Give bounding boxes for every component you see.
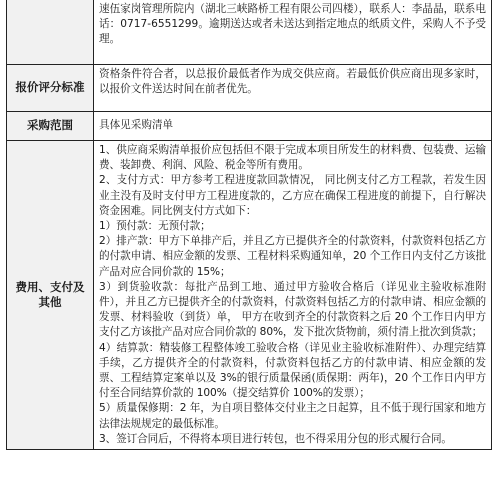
table-row-contact (7, 0, 492, 65)
fees-paragraph: 1、供应商采购清单报价应包括但不限于完成本项目所发生的材料费、包装费、运输费、装卸费、利润、风险、税金等所有费用。 (99, 144, 486, 172)
fees-paragraph: 4）结算款：精装修工程整体竣工验收合格（详见业主验收标准附件）、办理完结算手续，乙方提供齐全的付款资料，付款资料包括乙方的付款申请、相应金额的发票、工程结算定案单以及 3%的银行质量保函(质保期：两年)，20 个工作日内甲方付至合同结算价款的 100%（提交结算价 100%的发票）； (99, 341, 486, 400)
scope-label: 采购范围 (7, 112, 94, 141)
scope-text: 具体见采购清单 (94, 112, 492, 141)
fees-paragraph: 2、支付方式：甲方参考工程进度款回款情况， 同比例支付乙方工程款，若发生因 业主没有及时支付甲方工程进度款的，乙方应在确保工程进度的前提下，自行解决资金困难。同比例支付方式如下： (99, 174, 486, 217)
evaluation-text: 资格条件符合者，以总报价最低者作为成交供应商。若最低价供应商出现多家时，以报价文件送达时间在前者优先。 (94, 65, 492, 112)
fees-paragraph: 5）质量保修期：2 年，为自项目整体交付业主之日起算，且不低于现行国家和地方法律法规规定的最低标准。 (99, 402, 486, 430)
fees-content (94, 141, 492, 450)
fees-paragraph: 3）到货验收款：每批产品到工地、通过甲方验收合格后（详见业主验收标准附件），并且乙方已提供齐全的付款资料，付款资料包括乙方的付款申请、相应金额的发票、材料验收（到货）单， 甲方在收到齐全的付款资料之后 20 个工作日内甲方支付乙方该批产品对应合同价款的 80%，发下批次货物前，须付清上批次到货款； (99, 280, 486, 339)
table-row-evaluation (7, 65, 492, 112)
table-row-scope (7, 112, 492, 141)
table-row-fees (7, 141, 492, 450)
row-label-empty (7, 0, 94, 65)
procurement-table-sheet (6, 0, 492, 503)
contact-info-text: 速伍家岗管理所院内（湖北三峡路桥工程有限公司四楼），联系人：李晶晶，联系电话：0717-6551299。逾期送达或者未送达到指定地点的纸质文件，采购人不予受理。 (94, 0, 492, 65)
fees-paragraph: 1）预付款：无预付款； (99, 220, 211, 233)
evaluation-label: 报价评分标准 (7, 65, 94, 112)
fees-paragraph: 2）排产款：甲方下单排产后，并且乙方已提供齐全的付款资料，付款资料包括乙方的付款申请、相应金额的发票、工程材料采购通知单，20 个工作日内支付乙方该批产品对应合同价款的 15%； (99, 235, 486, 278)
fees-paragraph: 3、签订合同后，不得将本项目进行转包，也不得采用分包的形式履行合同。 (99, 432, 452, 445)
procurement-terms-table (6, 0, 492, 450)
fees-label: 费用、支付及其他 (7, 141, 94, 450)
